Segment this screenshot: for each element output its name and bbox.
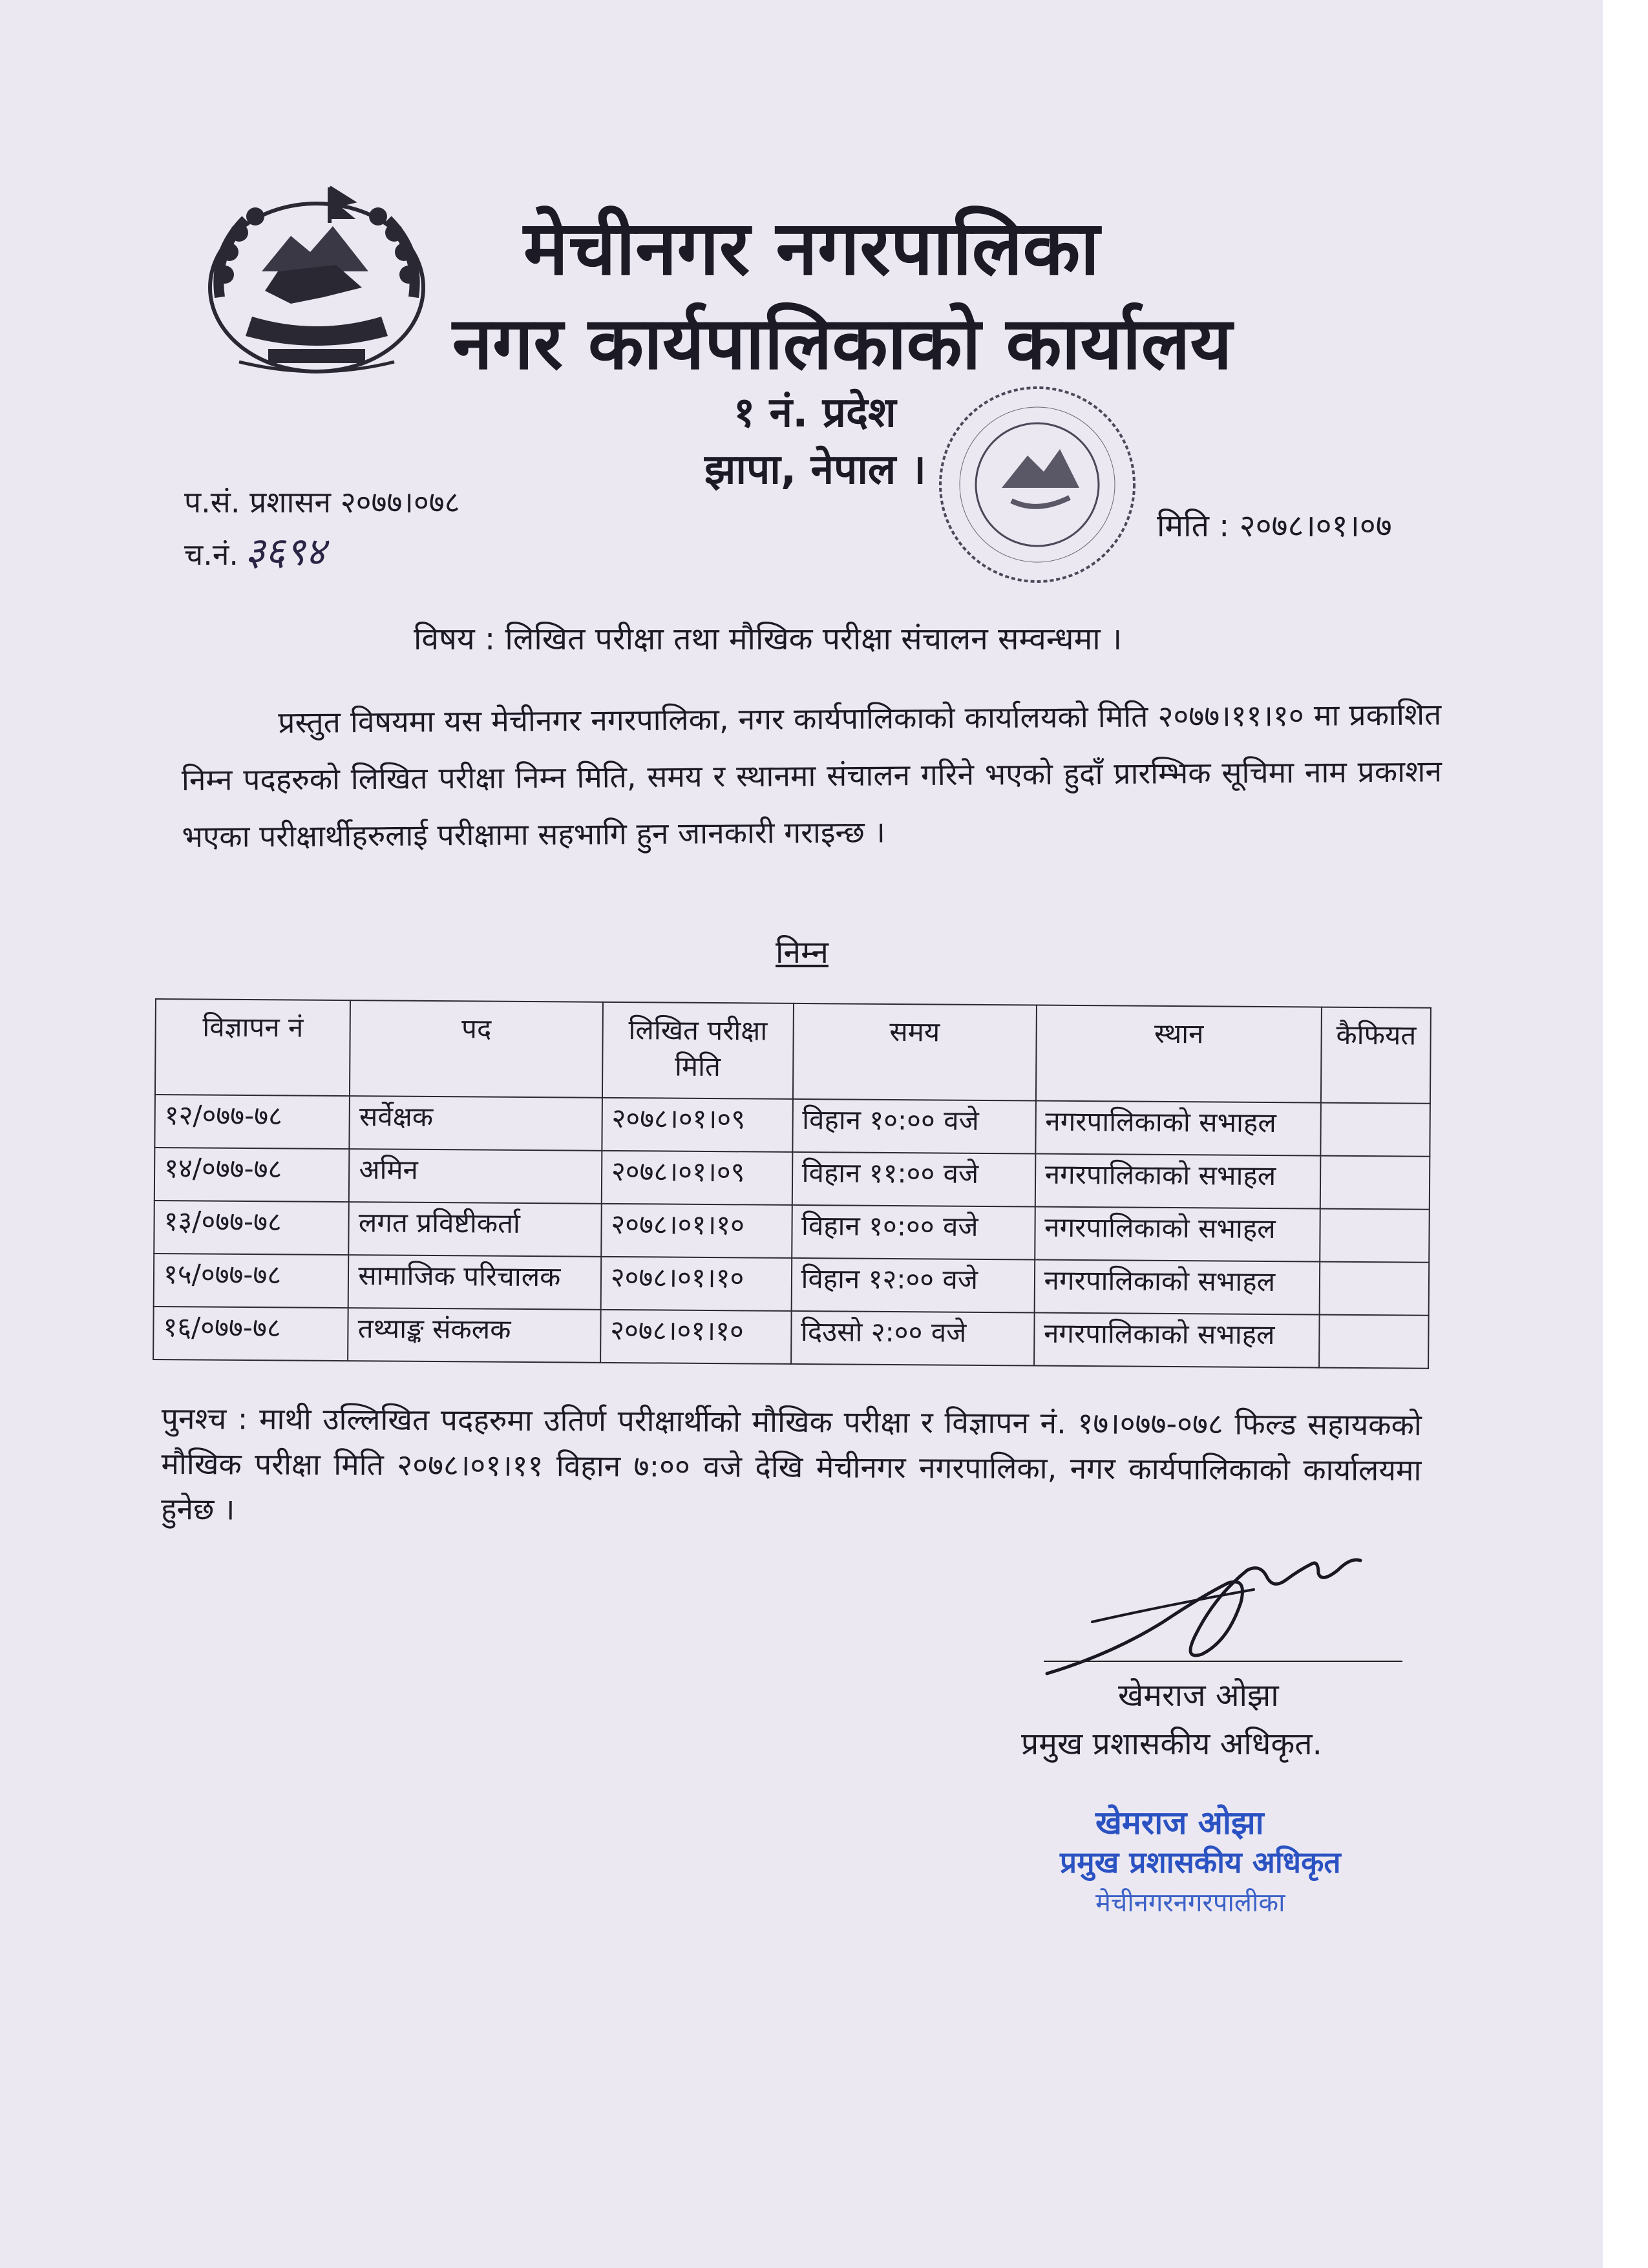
cell-venue: नगरपालिकाको सभाहल xyxy=(1034,1313,1320,1368)
cell-ad-no: १३/०७७-७८ xyxy=(154,1201,349,1255)
signature-line xyxy=(1044,1661,1402,1662)
cell-remarks xyxy=(1321,1103,1430,1157)
col-header-ad-no: विज्ञापन नं xyxy=(155,999,350,1096)
exam-schedule-table xyxy=(153,998,1431,1369)
dispatch-label: च.नं. xyxy=(184,537,238,572)
col-header-time: समय xyxy=(792,1003,1036,1101)
table-row xyxy=(154,1148,1430,1210)
cell-ad-no: १४/०७७-७८ xyxy=(154,1148,350,1202)
cell-venue: नगरपालिकाको सभाहल xyxy=(1035,1154,1320,1209)
cell-time: विहान १२:०० वजे xyxy=(791,1258,1035,1313)
table-row xyxy=(154,1095,1430,1157)
stamp-block-name: खेमराज ओझा xyxy=(1095,1804,1264,1842)
cell-time: दिउसो २:०० वजे xyxy=(791,1311,1035,1366)
dispatch-number xyxy=(184,523,326,576)
dispatch-value: ३६९४ xyxy=(244,529,326,574)
cell-remarks xyxy=(1320,1262,1429,1316)
office-seal-icon xyxy=(931,378,1144,591)
signature-icon xyxy=(1034,1544,1396,1693)
table-row xyxy=(154,1201,1430,1263)
col-header-post: पद xyxy=(350,1000,603,1098)
cell-ad-no: १६/०७७-७८ xyxy=(153,1307,348,1361)
cell-venue: नगरपालिकाको सभाहल xyxy=(1035,1101,1321,1156)
cell-exam-date: २०७८।०१।०९ xyxy=(602,1098,792,1152)
cell-ad-no: १२/०७७-७८ xyxy=(154,1095,350,1149)
district-country: झापा, नेपाल । xyxy=(704,446,926,494)
table-header-row xyxy=(155,999,1431,1104)
body-paragraph: प्रस्तुत विषयमा यस मेचीनगर नगरपालिका, नगर कार्यपालिकाको कार्यालयको मिति २०७७।११।१० मा प्रकाशित निम्न पदहरुको लिखित परीक्षा निम्न मिति, समय र स्थानमा संचालन गरिने भएको हुदाँ प्रारम्भिक सूचिमा नाम प्रकाशन भएका परीक्षार्थीहरुलाई परीक्षामा सहभागि हुन जानकारी गराइन्छ । xyxy=(181,697,1442,854)
table-row xyxy=(153,1307,1429,1369)
cell-post: लगत प्रविष्टीकर्ता xyxy=(349,1202,602,1257)
province-name: १ नं. प्रदेश xyxy=(734,389,896,437)
table-row xyxy=(154,1254,1430,1316)
cell-venue: नगरपालिकाको सभाहल xyxy=(1035,1207,1320,1262)
col-header-remarks: कैफियत xyxy=(1321,1007,1431,1104)
cell-exam-date: २०७८।०१।१० xyxy=(600,1257,791,1311)
subject-line: विषय : लिखित परीक्षा तथा मौखिक परीक्षा संचालन सम्वन्धमा । xyxy=(414,621,1123,657)
reference-number: प.सं. प्रशासन २०७७।०७८ xyxy=(184,485,460,520)
municipality-name: मेचीनगर नगरपालिका xyxy=(523,205,1100,292)
cell-remarks xyxy=(1320,1209,1430,1263)
cell-post: अमिन xyxy=(349,1149,602,1204)
table-heading: निम्न xyxy=(776,934,829,971)
cell-exam-date: २०७८।०१।०९ xyxy=(602,1151,792,1205)
cell-time: विहान १०:०० वजे xyxy=(792,1205,1035,1260)
col-header-exam-date: लिखित परीक्षा मिति xyxy=(602,1002,794,1099)
cell-time: विहान ११:०० वजे xyxy=(792,1152,1035,1207)
cell-ad-no: १५/०७७-७८ xyxy=(154,1254,349,1308)
office-name: नगर कार्यपालिकाको कार्यालय xyxy=(452,302,1232,386)
cell-time: विहान १०:०० वजे xyxy=(792,1099,1036,1154)
stamp-block-title: प्रमुख प्रशासकीय अधिकृत xyxy=(1060,1845,1341,1880)
cell-exam-date: २०७८।०१।१० xyxy=(600,1310,791,1364)
stamp-block-office: मेचीनगरनगरपालीका xyxy=(1095,1888,1285,1918)
signatory-name: खेमराज ओझा xyxy=(1118,1677,1279,1714)
col-header-venue: स्थान xyxy=(1036,1005,1322,1103)
signatory-title: प्रमुख प्रशासकीय अधिकृत. xyxy=(1021,1726,1322,1762)
cell-post: तथ्याङ्क संकलक xyxy=(348,1308,600,1363)
cell-post: सर्वेक्षक xyxy=(350,1096,602,1151)
cell-venue: नगरपालिकाको सभाहल xyxy=(1034,1260,1320,1315)
cell-remarks xyxy=(1320,1156,1430,1210)
cell-remarks xyxy=(1319,1315,1428,1369)
cell-exam-date: २०७८।०१।१० xyxy=(601,1204,792,1258)
postscript-paragraph: पुनश्च : माथी उल्लिखित पदहरुमा उतिर्ण परीक्षार्थीको मौखिक परीक्षा र विज्ञापन नं. १७।०७७-०७८ फिल्ड सहायकको मौखिक परीक्षा मिति २०७८।०१।११ विहान ७:०० वजे देखि मेचीनगर नगरपालिका, नगर कार्यपालिकाको कार्यालयमा हुनेछ । xyxy=(160,1401,1422,1527)
nepal-emblem-icon xyxy=(194,174,439,388)
scan-margin xyxy=(1603,0,1648,2268)
cell-post: सामाजिक परिचालक xyxy=(348,1255,601,1310)
letter-date: मिति : २०७८।०१।०७ xyxy=(1157,508,1392,544)
